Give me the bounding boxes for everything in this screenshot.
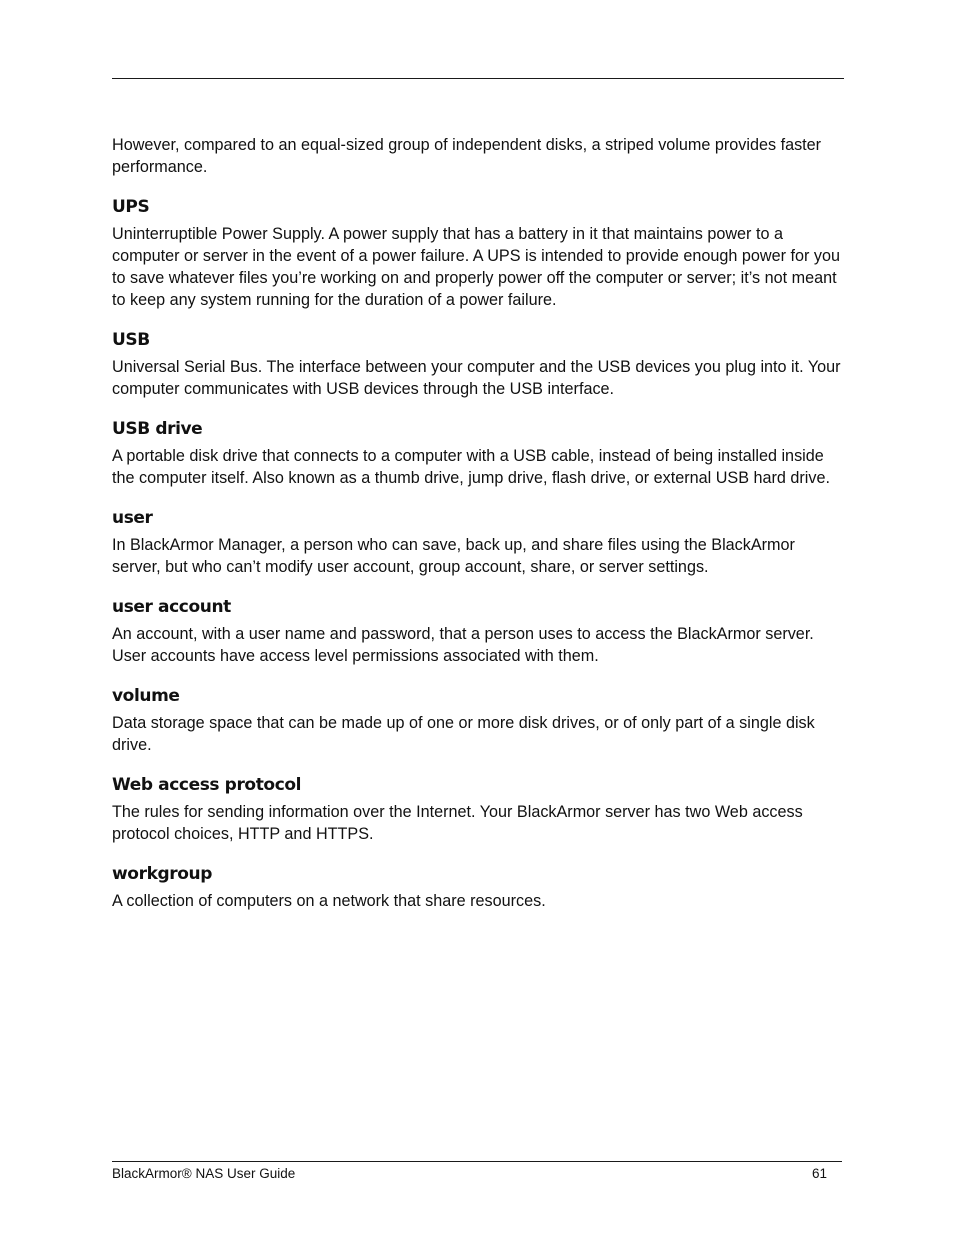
term-definition: In BlackArmor Manager, a person who can save, back up, and share files using the BlackArmor server, but who can’t modify user account, group account, share, or server settings. <box>112 536 795 576</box>
term-definition: Uninterruptible Power Supply. A power supply that has a battery in it that maintains power to a computer or server in the event of a power failure. A UPS is intended to provide enough power for you to save whatever files you’re working on and properly power off the computer or server; it’s not meant to keep any system running for the duration of a power failure. <box>112 225 840 309</box>
term-heading: user account <box>112 597 231 617</box>
term-heading: volume <box>112 686 180 706</box>
glossary-entry-workgroup <box>112 862 842 912</box>
term-heading: USB <box>112 330 150 350</box>
glossary-content <box>112 134 842 912</box>
glossary-entry-web-access-protocol <box>112 773 842 845</box>
term-heading: workgroup <box>112 864 212 884</box>
header-rule <box>112 78 844 79</box>
term-definition: A portable disk drive that connects to a computer with a USB cable, instead of being installed inside the computer itself. Also known as a thumb drive, jump drive, flash drive, or external USB hard drive. <box>112 447 830 487</box>
term-heading: UPS <box>112 197 150 217</box>
term-definition: Data storage space that can be made up of one or more disk drives, or of only part of a single disk drive. <box>112 714 815 754</box>
term-definition: A collection of computers on a network that share resources. <box>112 892 546 910</box>
term-definition: An account, with a user name and password, that a person uses to access the BlackArmor server. User accounts have access level permissions associated with them. <box>112 625 814 665</box>
intro-paragraph: However, compared to an equal-sized group of independent disks, a striped volume provides faster performance. <box>112 136 822 176</box>
glossary-entry-user <box>112 506 842 578</box>
glossary-entry-volume <box>112 684 842 756</box>
footer-page-number: 61 <box>811 1166 827 1181</box>
glossary-entry-usb-drive <box>112 417 842 489</box>
term-definition: Universal Serial Bus. The interface between your computer and the USB devices you plug into it. Your computer communicates with USB devices through the USB interface. <box>112 358 841 398</box>
term-heading: user <box>112 508 153 528</box>
footer-guide-title: BlackArmor® NAS User Guide <box>112 1166 296 1181</box>
glossary-entry-ups <box>112 195 842 311</box>
glossary-entry-user-account <box>112 595 842 667</box>
glossary-entry-usb <box>112 328 842 400</box>
footer-rule <box>112 1161 842 1162</box>
term-heading: USB drive <box>112 419 203 439</box>
term-heading: Web access protocol <box>112 775 302 795</box>
term-definition: The rules for sending information over the Internet. Your BlackArmor server has two Web access protocol choices, HTTP and HTTPS. <box>112 803 803 843</box>
